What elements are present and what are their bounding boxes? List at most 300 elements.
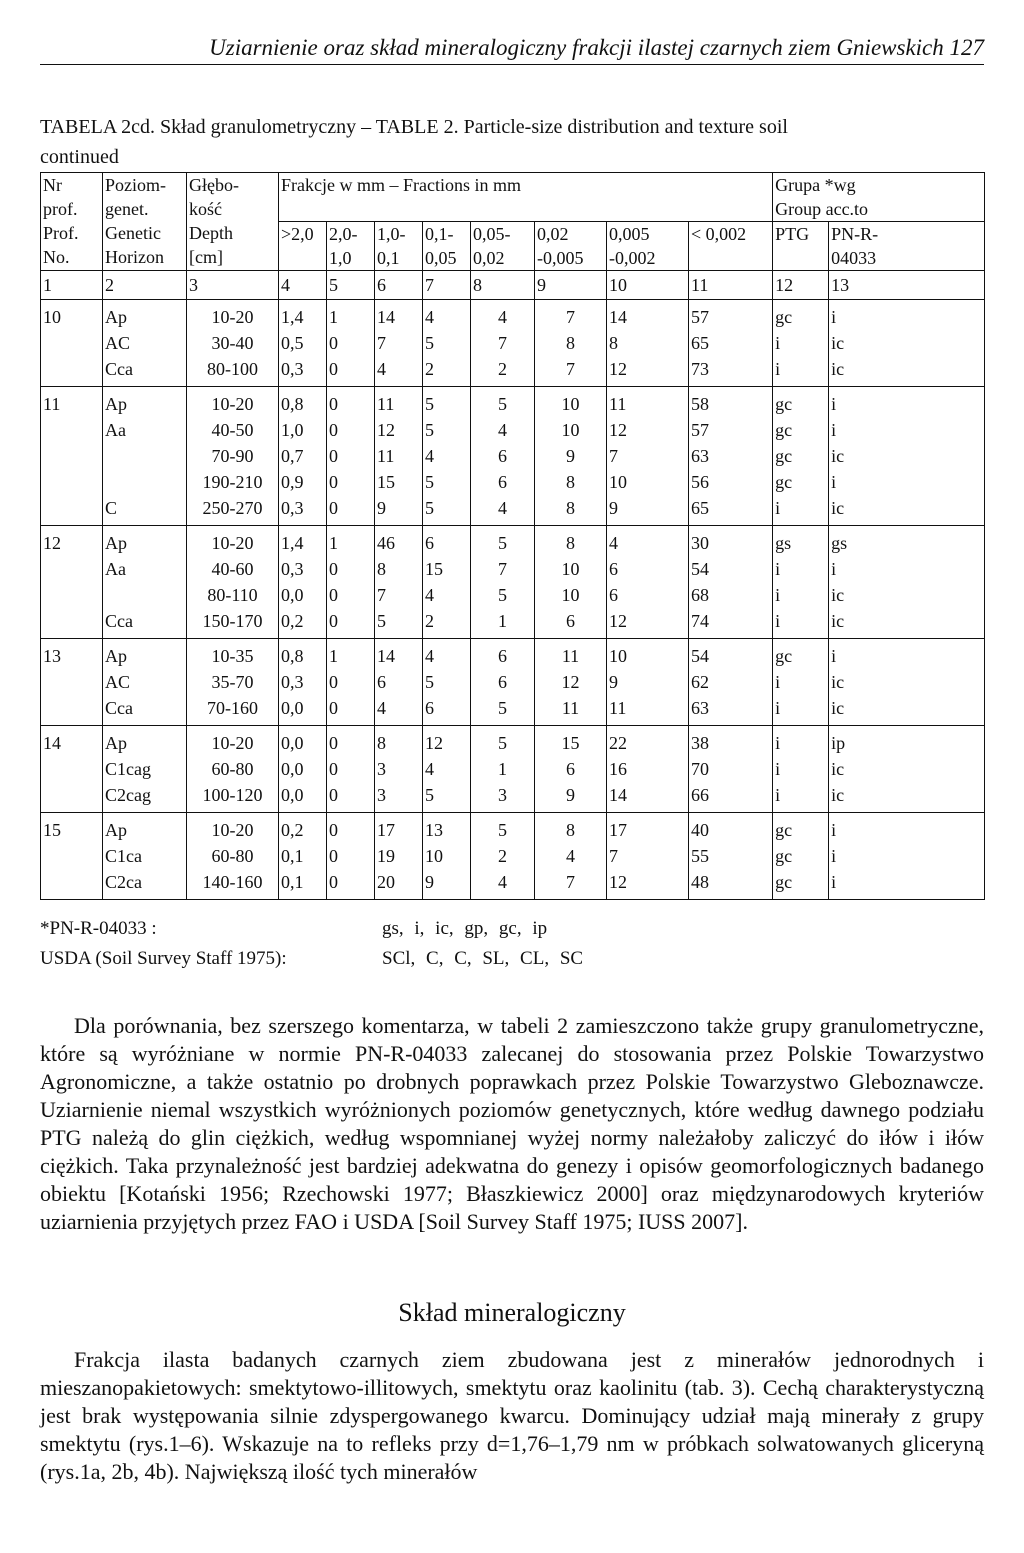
- data-cell-column-10: [607, 813, 689, 900]
- data-cell-column-11: [689, 639, 773, 726]
- header-column-line: 0,1: [377, 248, 400, 268]
- header-depth: [187, 173, 279, 271]
- cell-value: 7: [609, 446, 618, 466]
- header-depth-line: Głębo-: [189, 175, 239, 195]
- cell-value: 5: [498, 733, 507, 753]
- data-cell-column-11: [689, 300, 773, 387]
- cell-value: 17: [377, 820, 395, 840]
- cell-value: 7: [609, 846, 618, 866]
- header-profile-number-line: Nr: [43, 175, 62, 195]
- header-column-line: -0,002: [609, 248, 656, 268]
- header-column-line: 04033: [831, 248, 877, 268]
- cell-value: [105, 582, 184, 608]
- cell-value: 0: [329, 420, 338, 440]
- cell-value: 9: [566, 446, 575, 466]
- cell-value: Aa: [105, 559, 126, 579]
- data-cell-column-8: [471, 526, 535, 639]
- data-cell-column-5: [327, 639, 375, 726]
- cell-value: 0: [329, 359, 338, 379]
- cell-value: 65: [691, 333, 709, 353]
- caption-line-2: continued: [40, 146, 119, 168]
- pn-legend-label: *PN-R-04033 :: [40, 918, 157, 939]
- data-cell-column-3: [187, 526, 279, 639]
- header-column-13: [829, 222, 985, 271]
- cell-value: 5: [425, 672, 434, 692]
- cell-value: 10-20: [211, 533, 254, 553]
- cell-value: 40-50: [211, 420, 254, 440]
- column-number: 11: [689, 271, 773, 300]
- profile-number: 12: [41, 526, 103, 639]
- header-column-4: [279, 222, 327, 271]
- cell-value: 1: [329, 646, 338, 666]
- cell-value: 0: [329, 472, 338, 492]
- body-paragraph-1: Dla porównania, bez szerszego komentarza, w tabeli 2 zamieszczono także grupy granulometryczne, które są wyróżniane w normie PN-R-04033 zalecanej do stosowania przez Polskie Towarzystwo Agronomiczne, a także ostatnio po drobnych poprawkach przez Polskie Towarzystwo Gleboznawcze. Uziarnienie niemal wszystkich wyróżnionych poziomów genetycznych, które według dawnego podziału PTG należą do glin ciężkich, według wspomnianej wyżej normy należałoby zaliczyć do iłów i iłów ciężkich. Taka przynależność jest bardziej adekwatna do genezy i opisów geomorfologicznych badanego obiektu [Kotański 1956; Rzechowski 1977; Błaszkiewicz 2000] oraz międzynarodowych kryteriów uziarnienia przyjętych przez FAO i USDA [Soil Survey Staff 1975; IUSS 2007].: [40, 1013, 984, 1234]
- cell-value: Ap: [105, 533, 127, 553]
- cell-value: 10-20: [211, 394, 254, 414]
- data-cell-column-12: [773, 300, 829, 387]
- cell-value: i: [775, 359, 781, 379]
- cell-value: 70-160: [207, 698, 258, 718]
- profile-group-row: [41, 526, 985, 639]
- cell-value: 70: [691, 759, 709, 779]
- header-profile-number: [41, 173, 103, 271]
- header-column-line: 2,0-: [329, 224, 358, 244]
- cell-value: 10-20: [211, 733, 254, 753]
- cell-value: 0: [329, 820, 338, 840]
- cell-value: 8: [566, 820, 575, 840]
- cell-value: 9: [609, 672, 618, 692]
- cell-value: 40: [691, 820, 709, 840]
- cell-value: Ap: [105, 394, 127, 414]
- data-cell-column-13: [829, 813, 985, 900]
- data-cell-column-4: [279, 726, 327, 813]
- cell-value: ic: [831, 698, 845, 718]
- cell-value: i: [775, 498, 781, 518]
- cell-value: 0,0: [281, 585, 304, 605]
- cell-value: 1,4: [281, 533, 304, 553]
- cell-value: 15: [561, 733, 580, 753]
- cell-value: 0,1: [281, 846, 304, 866]
- data-cell-column-9: [535, 726, 607, 813]
- cell-value: 6: [498, 472, 507, 492]
- data-cell-column-2: [103, 387, 187, 526]
- header-group: [773, 173, 985, 222]
- cell-value: i: [831, 872, 837, 892]
- profile-number: 11: [41, 387, 103, 526]
- cell-value: 48: [691, 872, 709, 892]
- cell-value: gs: [831, 533, 848, 553]
- cell-value: 80-100: [207, 359, 258, 379]
- cell-value: 10-35: [211, 646, 254, 666]
- cell-value: 2: [498, 846, 507, 866]
- cell-value: 0: [329, 846, 338, 866]
- cell-value: 2: [425, 359, 434, 379]
- column-number-row: [41, 271, 985, 300]
- cell-value: 56: [691, 472, 709, 492]
- cell-value: 12: [425, 733, 443, 753]
- profile-number: 15: [41, 813, 103, 900]
- profile-group-row: [41, 387, 985, 526]
- cell-value: 8: [377, 559, 386, 579]
- cell-value: 5: [377, 611, 386, 631]
- data-cell-column-10: [607, 526, 689, 639]
- header-profile-number-line: No.: [43, 247, 70, 267]
- data-cell-column-9: [535, 526, 607, 639]
- cell-value: 4: [609, 533, 618, 553]
- data-cell-column-6: [375, 387, 423, 526]
- cell-value: 8: [566, 333, 575, 353]
- cell-value: 150-170: [202, 611, 263, 631]
- cell-value: 100-120: [202, 785, 263, 805]
- cell-value: i: [831, 846, 837, 866]
- cell-value: 4: [377, 359, 386, 379]
- cell-value: 0,3: [281, 498, 304, 518]
- header-fractions: Frakcje w mm – Fractions in mm: [279, 173, 773, 222]
- header-depth-line: kość: [189, 199, 222, 219]
- cell-value: 5: [498, 394, 507, 414]
- profile-group-row: [41, 639, 985, 726]
- cell-value: 0,3: [281, 359, 304, 379]
- cell-value: 10: [609, 472, 627, 492]
- cell-value: 19: [377, 846, 395, 866]
- cell-value: gc: [775, 420, 793, 440]
- cell-value: 70-90: [211, 446, 254, 466]
- header-group-line: Group acc.to: [775, 199, 869, 219]
- cell-value: gc: [775, 646, 793, 666]
- data-cell-column-7: [423, 726, 471, 813]
- cell-value: 15: [377, 472, 395, 492]
- cell-value: 35-70: [211, 672, 254, 692]
- cell-value: 6: [609, 585, 618, 605]
- cell-value: 7: [377, 585, 386, 605]
- cell-value: 38: [691, 733, 709, 753]
- header-depth-line: [cm]: [189, 247, 223, 267]
- data-cell-column-9: [535, 813, 607, 900]
- cell-value: 2: [425, 611, 434, 631]
- column-number: 5: [327, 271, 375, 300]
- header-column-12: [773, 222, 829, 271]
- header-rule: [40, 64, 984, 65]
- header-row-1: [41, 173, 985, 222]
- data-cell-column-7: [423, 300, 471, 387]
- cell-value: 7: [566, 872, 575, 892]
- cell-value: 0: [329, 672, 338, 692]
- cell-value: 0,9: [281, 472, 304, 492]
- data-cell-column-12: [773, 526, 829, 639]
- data-cell-column-4: [279, 639, 327, 726]
- header-column-line: < 0,002: [691, 224, 747, 244]
- data-cell-column-7: [423, 526, 471, 639]
- cell-value: 22: [609, 733, 627, 753]
- cell-value: 10: [561, 585, 580, 605]
- column-number: 2: [103, 271, 187, 300]
- running-header: Uziarnienie oraz skład mineralogiczny frakcji ilastej czarnych ziem Gniewskich 127: [209, 35, 984, 60]
- data-cell-column-9: [535, 300, 607, 387]
- cell-value: 4: [425, 646, 434, 666]
- cell-value: 3: [498, 785, 507, 805]
- cell-value: 6: [498, 672, 507, 692]
- cell-value: i: [775, 672, 781, 692]
- header-column-line: 1,0: [329, 248, 352, 268]
- header-column-5: [327, 222, 375, 271]
- data-cell-column-3: [187, 639, 279, 726]
- cell-value: 0: [329, 333, 338, 353]
- header-column-line: PN-R-: [831, 224, 879, 244]
- header-column-7: [423, 222, 471, 271]
- cell-value: 0: [329, 498, 338, 518]
- data-cell-column-6: [375, 813, 423, 900]
- header-profile-number-line: prof.: [43, 199, 78, 219]
- data-cell-column-5: [327, 813, 375, 900]
- column-number: 10: [607, 271, 689, 300]
- profile-group-row: [41, 300, 985, 387]
- table-caption: [40, 112, 984, 172]
- cell-value: 60-80: [211, 759, 254, 779]
- cell-value: 7: [498, 333, 507, 353]
- cell-value: 6: [566, 611, 575, 631]
- cell-value: Ap: [105, 646, 127, 666]
- cell-value: gc: [775, 307, 793, 327]
- table-footnote: [40, 914, 984, 974]
- cell-value: 62: [691, 672, 709, 692]
- cell-value: 0: [329, 585, 338, 605]
- data-cell-column-12: [773, 726, 829, 813]
- profile-group-row: [41, 813, 985, 900]
- header-column-8: [471, 222, 535, 271]
- data-cell-column-6: [375, 526, 423, 639]
- header-column-line: PTG: [775, 224, 810, 244]
- column-number: 4: [279, 271, 327, 300]
- cell-value: ic: [831, 611, 845, 631]
- cell-value: 8: [566, 472, 575, 492]
- cell-value: 74: [691, 611, 709, 631]
- cell-value: 1: [498, 611, 507, 631]
- cell-value: gc: [775, 846, 793, 866]
- cell-value: 10-20: [211, 820, 254, 840]
- cell-value: Aa: [105, 420, 126, 440]
- cell-value: [105, 469, 184, 495]
- cell-value: 14: [377, 646, 395, 666]
- cell-value: 11: [377, 394, 395, 414]
- cell-value: i: [775, 785, 781, 805]
- data-cell-column-3: [187, 813, 279, 900]
- cell-value: 16: [609, 759, 627, 779]
- data-cell-column-6: [375, 300, 423, 387]
- cell-value: 190-210: [202, 472, 263, 492]
- cell-value: 10: [561, 420, 580, 440]
- data-cell-column-3: [187, 300, 279, 387]
- cell-value: 8: [566, 533, 575, 553]
- cell-value: 1: [329, 307, 338, 327]
- cell-value: 2: [498, 359, 507, 379]
- cell-value: 14: [609, 785, 627, 805]
- column-number: 8: [471, 271, 535, 300]
- cell-value: 5: [425, 498, 434, 518]
- cell-value: 8: [609, 333, 618, 353]
- data-cell-column-5: [327, 300, 375, 387]
- cell-value: gc: [775, 820, 793, 840]
- cell-value: 10: [425, 846, 443, 866]
- data-cell-column-5: [327, 526, 375, 639]
- cell-value: 0: [329, 785, 338, 805]
- header-genetic-horizon-line: Poziom-: [105, 175, 166, 195]
- column-number: 1: [41, 271, 103, 300]
- cell-value: i: [775, 733, 781, 753]
- cell-value: 5: [425, 420, 434, 440]
- cell-value: 7: [566, 359, 575, 379]
- header-genetic-horizon: [103, 173, 187, 271]
- cell-value: 73: [691, 359, 709, 379]
- cell-value: i: [831, 820, 837, 840]
- cell-value: 10: [561, 394, 580, 414]
- header-column-line: 0,05: [425, 248, 457, 268]
- cell-value: 0: [329, 733, 338, 753]
- cell-value: ic: [831, 446, 845, 466]
- cell-value: 5: [498, 698, 507, 718]
- cell-value: 5: [498, 585, 507, 605]
- data-cell-column-12: [773, 639, 829, 726]
- cell-value: 0,1: [281, 872, 304, 892]
- cell-value: 4: [425, 585, 434, 605]
- column-number: 3: [187, 271, 279, 300]
- cell-value: 5: [425, 333, 434, 353]
- cell-value: 0,0: [281, 698, 304, 718]
- cell-value: 4: [498, 420, 507, 440]
- cell-value: 0,8: [281, 394, 304, 414]
- data-cell-column-10: [607, 639, 689, 726]
- cell-value: 11: [609, 698, 627, 718]
- data-cell-column-6: [375, 726, 423, 813]
- data-cell-column-13: [829, 387, 985, 526]
- cell-value: 0: [329, 872, 338, 892]
- data-cell-column-10: [607, 726, 689, 813]
- header-genetic-horizon-line: Horizon: [105, 247, 164, 267]
- cell-value: 54: [691, 646, 709, 666]
- cell-value: i: [831, 472, 837, 492]
- cell-value: 0,0: [281, 733, 304, 753]
- data-cell-column-12: [773, 387, 829, 526]
- cell-value: 20: [377, 872, 395, 892]
- cell-value: 6: [425, 698, 434, 718]
- data-cell-column-10: [607, 300, 689, 387]
- cell-value: Cca: [105, 359, 133, 379]
- header-column-6: [375, 222, 423, 271]
- cell-value: 4: [498, 498, 507, 518]
- cell-value: 57: [691, 307, 709, 327]
- cell-value: C2cag: [105, 785, 151, 805]
- header-genetic-horizon-line: genet.: [105, 199, 149, 219]
- cell-value: 12: [609, 611, 627, 631]
- cell-value: 1: [329, 533, 338, 553]
- cell-value: 1,0: [281, 420, 304, 440]
- header-profile-number-line: Prof.: [43, 223, 79, 243]
- data-cell-column-2: [103, 526, 187, 639]
- cell-value: Ap: [105, 820, 127, 840]
- data-cell-column-4: [279, 813, 327, 900]
- usda-legend-label: USDA (Soil Survey Staff 1975):: [40, 948, 287, 969]
- data-cell-column-4: [279, 387, 327, 526]
- data-cell-column-2: [103, 300, 187, 387]
- cell-value: 0: [329, 559, 338, 579]
- cell-value: 8: [377, 733, 386, 753]
- cell-value: Ap: [105, 307, 127, 327]
- cell-value: ic: [831, 498, 845, 518]
- cell-value: 58: [691, 394, 709, 414]
- cell-value: 4: [425, 307, 434, 327]
- cell-value: i: [775, 611, 781, 631]
- cell-value: 0: [329, 394, 338, 414]
- profile-group-row: [41, 726, 985, 813]
- header-column-line: >2,0: [281, 224, 314, 244]
- column-number: 7: [423, 271, 471, 300]
- cell-value: ic: [831, 585, 845, 605]
- cell-value: ic: [831, 759, 845, 779]
- cell-value: 6: [377, 672, 386, 692]
- cell-value: 12: [377, 420, 395, 440]
- data-cell-column-2: [103, 639, 187, 726]
- cell-value: 17: [609, 820, 627, 840]
- cell-value: 6: [609, 559, 618, 579]
- cell-value: gc: [775, 394, 793, 414]
- profile-number: 10: [41, 300, 103, 387]
- cell-value: 12: [609, 872, 627, 892]
- cell-value: 8: [566, 498, 575, 518]
- header-depth-line: Depth: [189, 223, 233, 243]
- cell-value: 40-60: [211, 559, 254, 579]
- cell-value: 4: [425, 446, 434, 466]
- cell-value: 0: [329, 611, 338, 631]
- data-cell-column-7: [423, 387, 471, 526]
- cell-value: 46: [377, 533, 395, 553]
- cell-value: 13: [425, 820, 443, 840]
- cell-value: 6: [425, 533, 434, 553]
- cell-value: 10: [609, 646, 627, 666]
- cell-value: 12: [609, 420, 627, 440]
- data-cell-column-2: [103, 726, 187, 813]
- cell-value: AC: [105, 333, 131, 353]
- header-column-9: [535, 222, 607, 271]
- data-cell-column-3: [187, 726, 279, 813]
- cell-value: 55: [691, 846, 709, 866]
- cell-value: 15: [425, 559, 443, 579]
- data-cell-column-13: [829, 300, 985, 387]
- data-cell-column-11: [689, 387, 773, 526]
- cell-value: i: [831, 307, 837, 327]
- cell-value: 0: [329, 698, 338, 718]
- cell-value: Ap: [105, 733, 127, 753]
- data-cell-column-4: [279, 300, 327, 387]
- cell-value: 10-20: [211, 307, 254, 327]
- cell-value: 11: [561, 698, 580, 718]
- data-cell-column-8: [471, 813, 535, 900]
- column-number: 13: [829, 271, 985, 300]
- cell-value: 1,4: [281, 307, 304, 327]
- cell-value: 140-160: [202, 872, 263, 892]
- cell-value: 9: [425, 872, 434, 892]
- cell-value: AC: [105, 672, 131, 692]
- usda-legend-values: SCl, C, C, SL, CL, SC: [382, 948, 584, 969]
- cell-value: i: [775, 585, 781, 605]
- cell-value: C1cag: [105, 759, 151, 779]
- data-cell-column-13: [829, 639, 985, 726]
- cell-value: 5: [498, 820, 507, 840]
- cell-value: 4: [377, 698, 386, 718]
- cell-value: C1ca: [105, 846, 142, 866]
- header-group-line: Grupa *wg: [775, 175, 856, 195]
- cell-value: Cca: [105, 611, 133, 631]
- cell-value: 54: [691, 559, 709, 579]
- cell-value: i: [775, 698, 781, 718]
